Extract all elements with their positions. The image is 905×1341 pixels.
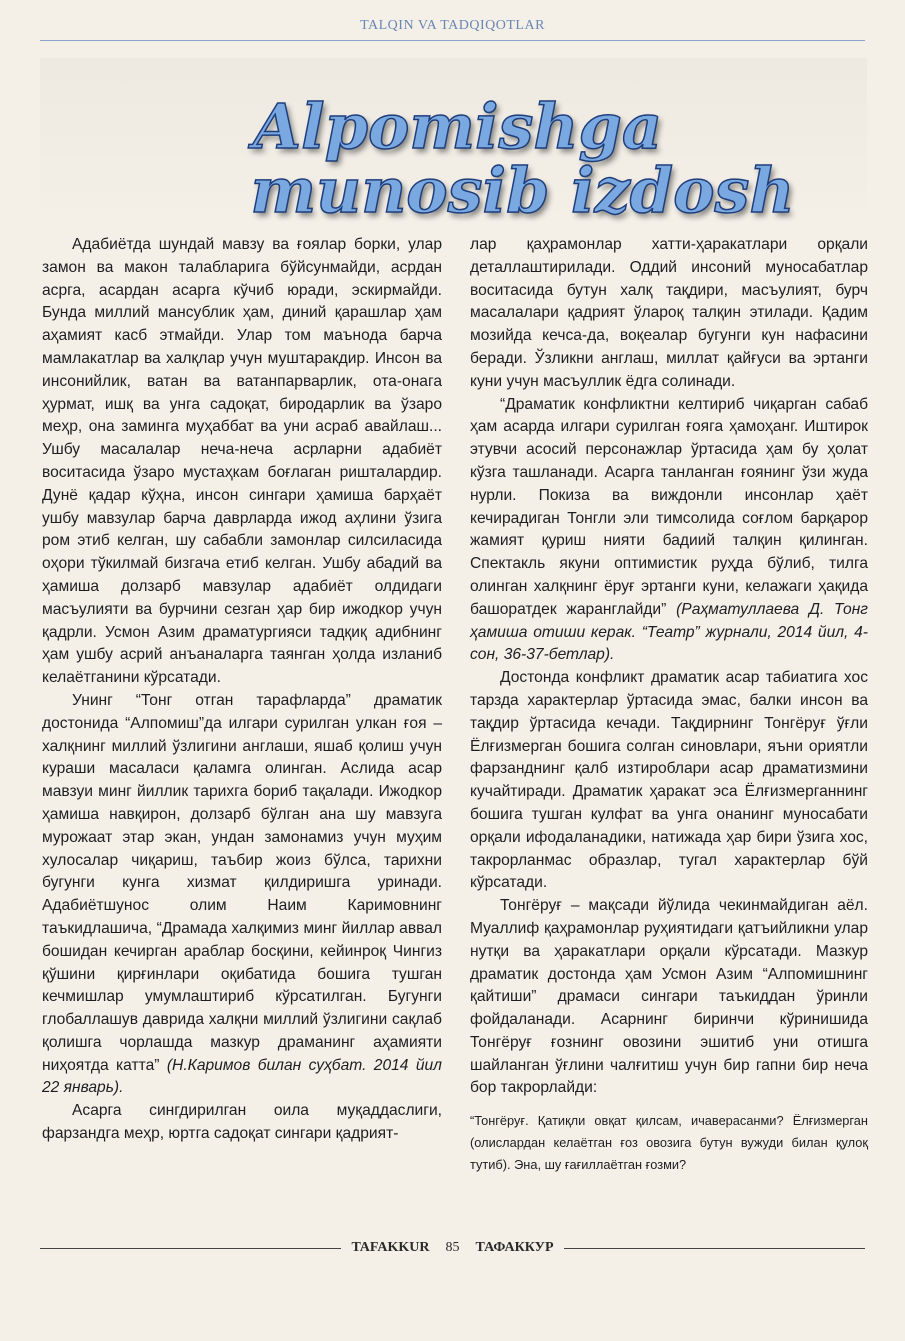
- paragraph: Адабиётда шундай мавзу ва ғоялар борки, улар замон ва макон талабларига бўйсунмайди, асрдан асрга, асардан асарга кўчиб юради, эскирмайди. Бунда миллий мансублик ҳам, диний қарашлар ҳам аҳамият касб этмайди. Улар том маънода барча мамлакатлар ва халқлар учун муштаракдир. Инсон ва инсонийлик, ватан ва ватанпарварлик, ота-онага ҳурмат, ишқ ва унга садоқат, биродарлик ва ўзаро меҳр, она заминга муҳаббат ва уни асраб авайлаш... Ушбу масалалар неча-неча асрларни адабиёт воситасида ўзаро мустаҳкам боғлаган ришталардир. Дунё қадар кўҳна, инсон сингари ҳамиша барҳаёт ушбу мавзулар барча даврларда ижод аҳлини ўзига ром этиб келган, шу сабабли замонлар силсиласида оҳори тўкилмай бизгача етиб келган. Ушбу абадий ва ҳамиша долзарб мавзулар адабиёт олдидаги масъулияти ва бурчини сезган ҳар бир ижодкор учун қадрли. Усмон Азим драматургияси тадқиқ адибнинг ҳам ушбу асрий анъаналарга таянган ҳолда изланиб келаётганини кўрсатади.: [42, 236, 442, 687]
- citation: (Н.Каримов билан суҳбат. 2014 йил 22 январь).: [42, 1056, 442, 1097]
- footer: [40, 1236, 865, 1260]
- footer-rule-right: [564, 1248, 865, 1249]
- paragraph: Унинг “Тонг отган тарафларда” драматик достонида “Алпомиш”да илгари сурилган улкан ғоя – халқнинг миллий ўзлигини англаши, яшаб қолиш учун кураши масаласи қаламга олинган. Аслида асар мавзуи минг йиллик тарихга бориб тақалади. Ижодкор ҳамиша навқирон, долзарб бўлган ана шу мавзуга мурожаат этар экан, ундан замонамиз учун муҳим хулосалар чиқариш, таъбир жоиз бўлса, тарихни бугунги кунга хизмат қилдиришга уринади. Адабиётшунос олим Наим Каримовнинг таъкидлашича, “Драмада халқимиз минг йиллар аввал бошидан кечирган араблар босқини, кейинроқ Чингиз қўшини қирғинлари оқибатида бошига тушган кечмишлар умумлаштириб кўрсатилган. Бугунги глобаллашув даврида халқни миллий ўзлигини сақлаб қолишга чорлашда мазкур драманинг аҳамияти ниҳоятда катта” (Н.Каримов билан суҳбат. 2014 йил 22 январь).: [42, 691, 442, 1097]
- citation: (Раҳматуллаева Д. Тонг ҳамиша отиши керак. “Театр” журнали, 2014 йил, 4-сон, 36-37-бетлар).: [470, 600, 868, 664]
- header-rule: [40, 40, 865, 41]
- footer-title-latin: TAFAKKUR: [351, 1240, 430, 1255]
- running-header: TALQIN VA TADQIQOTLAR: [360, 18, 545, 33]
- paragraph: “Драматик конфликтни келтириб чиқарган сабаб ҳам асарда илгари сурилган ғояга ҳамоҳанг. Иштирок этувчи асосий персонажлар ўртасида ҳам бу ҳолат кўзга ташланади. Асарга танланган ғоянинг ўзи жуда нурли. Покиза ва виждонли инсонлар ҳаёт кечирадиган Тонгли эли тимсолида соғлом барқарор жамият қуриш нияти бадиий талқин қилинган. Спектакль якуни оптимистик руҳда бўлиб, тилга олинган халқнинг ёруғ эртанги куни, келажаги ҳақида башоратдек жаранглайди” (Раҳматуллаева Д. Тонг ҳамиша отиши керак. “Театр” журнали, 2014 йил, 4-сон, 36-37-бетлар).: [470, 395, 868, 664]
- page-number: 85: [445, 1240, 460, 1255]
- dialogue-quote: “Тонгёруғ. Қатиқли овқат қилсам, ичаверасанми? Ёлғизмерган (олислардан келаётган ғоз овозига бутун вужуди билан қулоқ тутиб). Эна, шу ғағиллаётган ғозми?: [470, 1113, 868, 1173]
- footer-title-cyrillic: ТАФАККУР: [475, 1240, 554, 1255]
- paragraph: лар қаҳрамонлар хатти-ҳаракатлари орқали деталлаштирилади. Оддий инсоний муносабатлар воситасида бутун халқ тақдири, масъулият, бурч масалалари қадрият ўлароқ талқин этилади. Қадим мозийда кечса-да, воқеалар бугунги кун нафасини беради. Ўзликни англаш, миллат қайғуси ва эртанги куни учун масъуллик ёдга солинади.: [470, 236, 868, 390]
- right-column: [470, 234, 868, 1176]
- paragraph: Достонда конфликт драматик асар табиатига хос тарзда характерлар ўртасида эмас, балки инсон ва тақдир ўртасида кечади. Тақдирнинг Тонгёруғ ўғли Ёлғизмерган бошига солган синовлари, яъни ориятли фарзанднинг қалб изтироблари асар драматизмини кучайтиради. Драматик ҳаракат эса Ёлғизмерганнинг бошига тушган кулфат ва унга онанинг муносабати орқали ифодаланадики, натижада ҳар бири ўзига хос, такрорланмас образлар, тугал характерлар бўй кўрсатади.: [470, 669, 868, 892]
- paragraph: Тонгёруғ – мақсади йўлида чекинмайдиган аёл. Муаллиф қаҳрамонлар руҳиятидаги қатъийликни улар нутқи ва ҳаракатлари орқали кўрсатади. Мазкур драматик достонда ҳам Усмон Азим “Алпомишнинг қайтиши” драмаси сингари таъкиддан ўринли фойдаланади. Асарнинг биринчи кўринишида Тонгёруғ ғознинг овозини эшитиб уни отишга шайланган ўғлини чалғитиш учун бир гапни бир неча бор такрорлайди:: [470, 897, 868, 1097]
- footer-rule-left: [40, 1248, 341, 1249]
- paragraph: Асарга сингдирилган оила муқаддаслиги, фарзандга меҳр, юртга садоқат сингари қадрият-: [42, 1102, 442, 1143]
- left-column: [42, 234, 442, 1146]
- article-title-line-2: munosib izdosh: [250, 154, 795, 227]
- article-title-line-1: Alpomishga: [252, 90, 663, 163]
